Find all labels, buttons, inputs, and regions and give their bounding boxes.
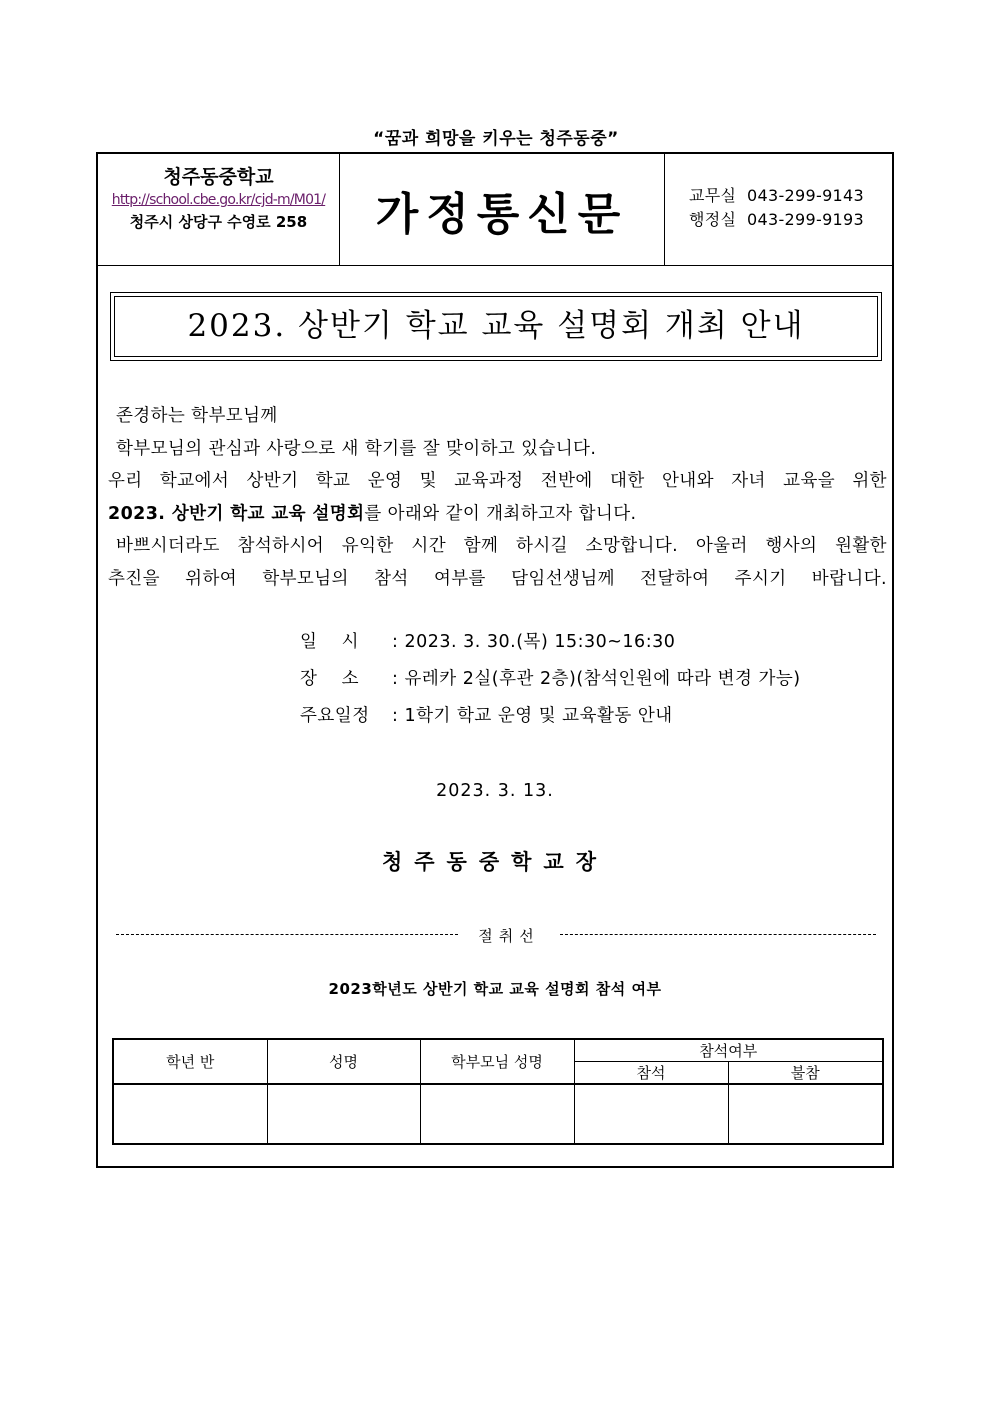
event-schedule <box>300 624 801 735</box>
header-parent-name: 학부모님 성명 <box>420 1039 574 1084</box>
header-attendance: 참석여부 <box>574 1039 883 1062</box>
notice-title-box <box>110 292 882 361</box>
schedule-value: : 유레카 2실(후관 2층)(참석인원에 따라 변경 가능) <box>392 669 801 689</box>
document-title: 가정통신문 <box>375 189 629 240</box>
body-line-3-rest: 를 아래와 같이 개최하고자 합니다. <box>364 503 637 524</box>
parent-name-field[interactable] <box>420 1084 574 1144</box>
cut-dash-left <box>116 934 458 935</box>
body-line-1: 학부모님의 관심과 사랑으로 새 학기를 잘 맞이하고 있습니다. <box>116 438 597 459</box>
reply-form-title: 2023학년도 상반기 학교 교육 설명회 참석 여부 <box>328 980 662 998</box>
school-motto: “꿈과 희망을 키우는 청주동중” <box>373 129 619 149</box>
header-attend: 참석 <box>574 1062 728 1085</box>
body-line-5: 추진을 위하여 학부모님의 참석 여부를 담임선생님께 전달하여 주시기 바랍니다. <box>108 568 887 589</box>
absent-field[interactable] <box>728 1084 883 1144</box>
admin-phone: 행정실 043-299-9193 <box>689 210 864 229</box>
header-grade-class: 학년 반 <box>113 1039 267 1084</box>
issue-date: 2023. 3. 13. <box>436 781 554 801</box>
schedule-label: 주요일정 <box>300 706 370 726</box>
doc-title-cell <box>340 154 665 265</box>
body-line-4: 바쁘시더라도 참석하시어 유익한 시간 함께 하시길 소망합니다. 아울러 행사의 원활한 <box>116 536 887 556</box>
school-url-link[interactable]: http://school.cbe.go.kr/cjd-m/M01/ <box>111 192 326 208</box>
reply-form-table <box>112 1038 884 1145</box>
school-address: 청주시 상당구 수영로 258 <box>129 213 308 231</box>
schedule-label: 일 시 <box>300 632 360 652</box>
grade-class-field[interactable] <box>113 1084 267 1144</box>
header-student-name: 성명 <box>267 1039 420 1084</box>
schedule-value: : 1학기 학교 운영 및 교육활동 안내 <box>392 706 673 726</box>
contact-info <box>665 154 892 265</box>
schedule-row-time <box>300 624 801 661</box>
schedule-label: 장 소 <box>300 669 360 689</box>
office-phone: 교무실 043-299-9143 <box>689 186 864 205</box>
event-name: 2023. 상반기 학교 교육 설명회 <box>108 503 365 524</box>
schedule-row-place <box>300 661 801 698</box>
schedule-row-agenda <box>300 698 801 735</box>
letter-body <box>108 400 887 595</box>
cut-dash-right <box>560 934 876 935</box>
school-name: 청주동중학교 <box>163 166 274 188</box>
principal-signature: 청주동중학교장 <box>381 850 608 874</box>
notice-title: 2023. 상반기 학교 교육 설명회 개최 안내 <box>114 296 878 357</box>
header-absent: 불참 <box>728 1062 883 1085</box>
cut-line <box>116 922 876 946</box>
body-line-2: 우리 학교에서 상반기 학교 운영 및 교육과정 전반에 대한 안내와 자녀 교육을 위한 <box>108 471 887 491</box>
letterhead <box>98 154 892 266</box>
cut-label: 절취선 <box>478 927 540 945</box>
body-line-3 <box>108 498 887 531</box>
document-frame <box>96 152 894 1168</box>
student-name-field[interactable] <box>267 1084 420 1144</box>
schedule-value: : 2023. 3. 30.(목) 15:30~16:30 <box>392 632 676 652</box>
greeting: 존경하는 학부모님께 <box>116 406 278 426</box>
attend-field[interactable] <box>574 1084 728 1144</box>
school-info <box>98 154 340 265</box>
